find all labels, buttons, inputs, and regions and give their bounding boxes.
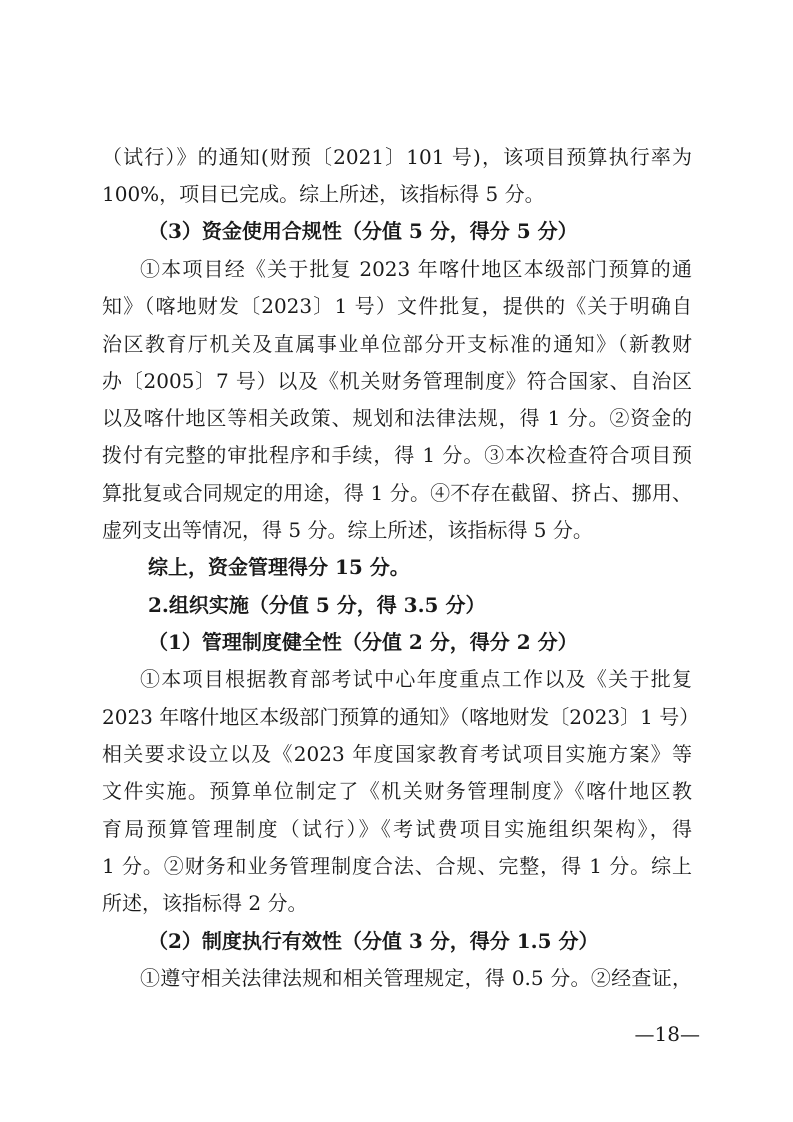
body-text-line: 治区教育厅机关及直属事业单位部分开支标准的通知》（新教财: [102, 332, 692, 356]
body-text-line: 100%，项目已完成。综上所述，该指标得 5 分。: [102, 182, 545, 206]
body-text-line: ①本项目根据教育部考试中心年度重点工作以及《关于批复: [140, 667, 692, 691]
body-text-line: ①遵守相关法律法规和相关管理规定，得 0.5 分。②经查证，: [140, 966, 692, 990]
body-text-line: 育局预算管理制度（试行）》《考试费项目实施组织架构》，得: [102, 817, 692, 841]
body-text-line: 办〔2005〕7 号）以及《机关财务管理制度》符合国家、自治区: [102, 369, 692, 393]
body-text-line: 文件实施。预算单位制定了《机关财务管理制度》《喀什地区教: [102, 779, 692, 803]
body-text-line: 2023 年喀什地区本级部门预算的通知》（喀地财发〔2023〕1 号）: [102, 705, 700, 729]
body-text-line: 所述，该指标得 2 分。: [102, 891, 308, 915]
body-text-line: 知》（喀地财发〔2023〕1 号）文件批复，提供的《关于明确自: [102, 294, 692, 318]
body-text-line: 相关要求设立以及《2023 年度国家教育考试项目实施方案》等: [102, 742, 692, 766]
page-number: —18—: [634, 1022, 700, 1046]
body-text-line: 算批复或合同规定的用途，得 1 分。④不存在截留、挤占、挪用、: [102, 481, 692, 505]
section-heading: 2.组织实施（分值 5 分，得 3.5 分）: [148, 593, 486, 617]
subsection-heading: （1）管理制度健全性（分值 2 分，得分 2 分）: [148, 630, 578, 654]
body-text-line: 拨付有完整的审批程序和手续，得 1 分。③本次检查符合项目预: [102, 443, 692, 467]
body-text-line: （试行）》的通知(财预〔2021〕101 号)，该项目预算执行率为: [102, 145, 692, 169]
body-text-line: 以及喀什地区等相关政策、规划和法律法规，得 1 分。②资金的: [102, 406, 692, 430]
section-heading: （3）资金使用合规性（分值 5 分，得分 5 分）: [148, 219, 578, 243]
subsection-heading: （2）制度执行有效性（分值 3 分，得分 1.5 分）: [148, 929, 599, 953]
body-text-line: ①本项目经《关于批复 2023 年喀什地区本级部门预算的通: [140, 257, 692, 281]
summary-heading: 综上，资金管理得分 15 分。: [148, 555, 410, 579]
body-text-line: 虚列支出等情况，得 5 分。综上所述，该指标得 5 分。: [102, 518, 593, 542]
body-text-line: 1 分。②财务和业务管理制度合法、合规、完整，得 1 分。综上: [102, 854, 692, 878]
